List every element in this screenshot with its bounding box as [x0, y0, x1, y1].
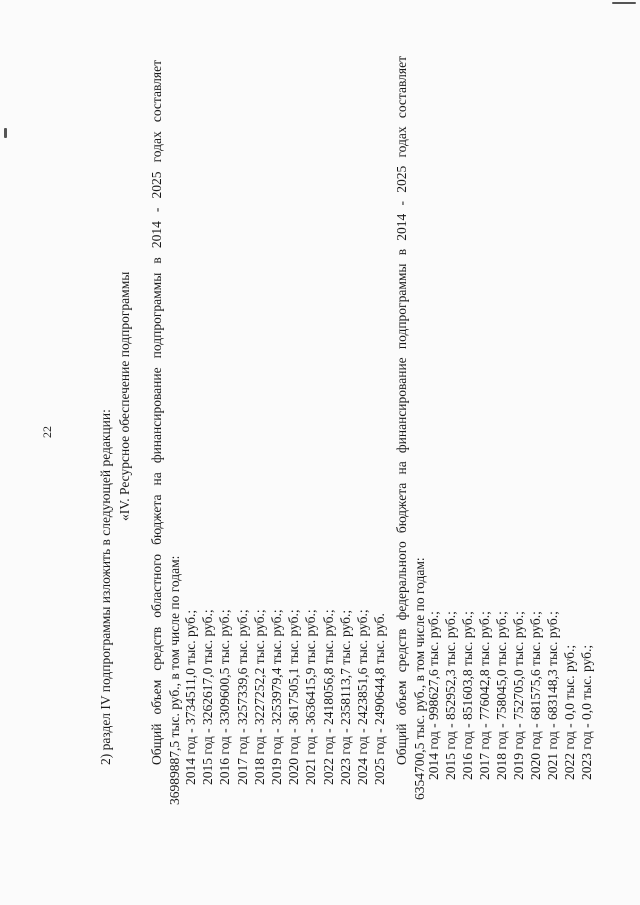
page-number: 22 — [40, 426, 54, 438]
regional-year-item: 2022 год - 2418056,8 тыс. руб.; — [320, 609, 336, 785]
regional-year-item: 2015 год - 3262617,0 тыс. руб.; — [200, 609, 216, 785]
federal-budget-total: 6354700,5 тыс. руб., в том числе по годам: — [412, 557, 427, 800]
federal-budget-lead: Общий объем средств федерального бюджета на финансирование подпрограммы в 2014 - 2025 годах составляет — [394, 56, 409, 765]
section-title: «IV. Ресурсное обеспечение подпрограммы — [117, 271, 132, 521]
regional-year-item: 2020 год - 3617505,1 тыс. руб.; — [286, 609, 302, 785]
federal-year-item: 2015 год - 852952,3 тыс. руб.; — [443, 611, 458, 780]
federal-year-item: 2023 год - 0,0 тыс. руб.; — [579, 644, 594, 780]
regional-budget-total: 36989887,5 тыс. руб., в том числе по годам: — [167, 555, 182, 805]
federal-year-item: 2022 год - 0,0 тыс. руб.; — [562, 644, 577, 780]
regional-year-item: 2014 год - 3734511,0 тыс. руб.; — [183, 609, 198, 785]
regional-year-item: 2017 год - 3257339,6 тыс. руб.; — [234, 609, 250, 785]
federal-year-item: 2018 год - 758045,0 тыс. руб.; — [494, 611, 509, 780]
federal-year-item: 2017 год - 776042,8 тыс. руб.; — [477, 611, 492, 780]
scan-mark-left — [4, 128, 7, 138]
federal-year-item: 2020 год - 681575,6 тыс. руб.; — [528, 611, 543, 780]
federal-year-item: 2014 год - 998627,6 тыс. руб.; — [426, 611, 441, 780]
regional-budget-lead: Общий объем средств областного бюджета на финансирование подпрограммы в 2014 - 2025 годах составляет — [149, 60, 164, 765]
regional-year-item: 2019 год - 3253979,4 тыс. руб.; — [269, 609, 284, 785]
scan-mark-top-right — [612, 2, 636, 4]
federal-year-item: 2021 год - 683148,3 тыс. руб.; — [545, 611, 560, 780]
federal-year-item: 2016 год - 851603,8 тыс. руб.; — [460, 611, 475, 780]
regional-year-item: 2025 год - 2490644,8 тыс. руб. — [372, 613, 388, 785]
regional-year-item: 2018 год - 3227252,2 тыс. руб.; — [251, 609, 267, 785]
regional-year-item: 2021 год - 3636415,9 тыс. руб.; — [303, 609, 319, 785]
regional-year-item: 2023 год - 2358113,7 тыс. руб.; — [337, 609, 353, 785]
regional-year-item: 2016 год - 3309600,5 тыс. руб.; — [217, 609, 233, 785]
regional-year-item: 2024 год - 2423851,6 тыс. руб.; — [355, 609, 370, 785]
intro-paragraph: 2) раздел IV подпрограммы изложить в следующей редакции: — [98, 409, 113, 765]
federal-year-item: 2019 год - 752705,0 тыс. руб.; — [511, 611, 526, 780]
